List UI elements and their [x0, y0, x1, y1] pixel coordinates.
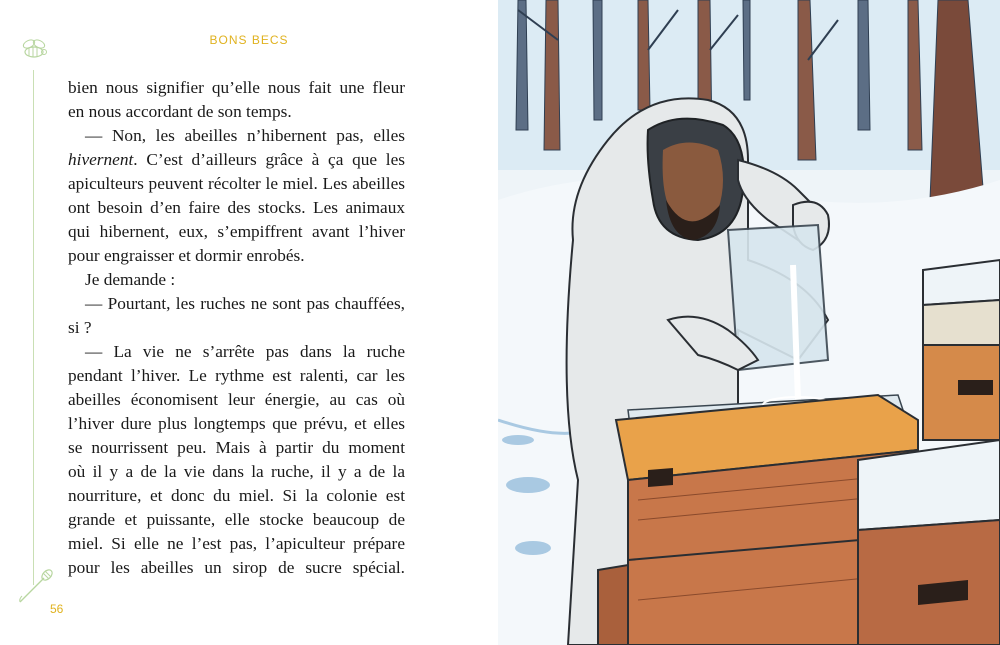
- text-run: pendant l’hiver. Le rythme est ralenti, car les: [68, 366, 405, 385]
- text-run: qui hibernent, eux, s’empiffrent avant l’hiver: [68, 222, 405, 241]
- text-line: [68, 532, 405, 556]
- text-run: pour engraisser et dormir enrobés.: [68, 246, 305, 265]
- left-page: [0, 0, 498, 645]
- text-run: — Pourtant, les ruches ne sont pas chauffées,: [85, 294, 405, 313]
- text-line: [68, 460, 405, 484]
- text-run: — La vie ne s’arrête pas dans la ruche: [85, 342, 405, 361]
- text-line: [68, 340, 405, 364]
- text-run: nourriture, et donc du miel. Si la colonie est: [68, 486, 405, 505]
- text-run: pour les abeilles un sirop de sucre spécial.: [68, 558, 405, 577]
- text-line: [68, 244, 405, 268]
- page-number: 56: [50, 602, 64, 616]
- text-line: [68, 436, 405, 460]
- text-line: [68, 100, 405, 124]
- text-run: en nous accordant de son temps.: [68, 102, 292, 121]
- text-line: [68, 220, 405, 244]
- text-run: . C’est d’ailleurs grâce à ça que les: [133, 150, 405, 169]
- text-run: Je demande :: [85, 270, 176, 289]
- text-run: l’hiver dure plus longtemps que prévu, et elles: [68, 414, 405, 433]
- text-run: apiculteurs peuvent récolter le miel. Les abeilles: [68, 174, 405, 193]
- text-run: se nourrissent peu. Mais à partir du moment: [68, 438, 405, 457]
- text-line: [68, 364, 405, 388]
- text-run: abeilles économisent leur énergie, au cas où: [68, 390, 405, 409]
- margin-rule: [33, 70, 34, 585]
- text-line: [68, 388, 405, 412]
- text-line: [68, 172, 405, 196]
- text-line: [68, 196, 405, 220]
- text-line: [68, 148, 405, 172]
- text-run: — Non, les abeilles n’hibernent pas, elles: [85, 126, 405, 145]
- illustration: [498, 0, 1000, 645]
- text-line: [68, 412, 405, 436]
- text-line: [68, 484, 405, 508]
- text-run: miel. Si elle ne l’est pas, l’apiculteur prépare: [68, 534, 405, 553]
- text-line: [68, 76, 405, 100]
- body-text: [68, 76, 405, 580]
- illustration-artwork: [498, 0, 1000, 645]
- text-run: ont besoin d’en faire des stocks. Les animaux: [68, 198, 405, 217]
- text-run: où il y a de la vie dans la ruche, il y a de la: [68, 462, 405, 481]
- text-line: [68, 124, 405, 148]
- text-line: [68, 292, 405, 316]
- text-line: [68, 508, 405, 532]
- text-run: bien nous signifier qu’elle nous fait une fleur: [68, 78, 405, 97]
- text-line: [68, 556, 405, 580]
- text-run: grande et puissante, elle stocke beaucoup de: [68, 510, 405, 529]
- emphasis-text: hivernent: [68, 150, 134, 169]
- text-line: [68, 316, 405, 340]
- running-head: BONS BECS: [209, 33, 289, 47]
- text-run: si ?: [68, 318, 92, 337]
- honey-dipper-icon: [14, 566, 58, 606]
- text-line: [68, 268, 405, 292]
